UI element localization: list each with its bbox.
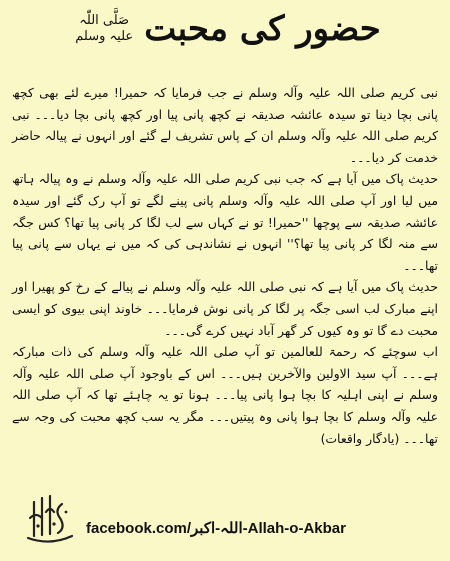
salutation-line-2: علیہ وسلم bbox=[75, 29, 134, 44]
paragraph-3: حدیث پاک میں آیا ہے کہ نبی صلی اللہ علیہ وآلہ وسلم نے پیالے کے رخ کو پھیرا اور اپنے مبارک لب اسی جگہ پر لگا کر پانی نوش فرمایا۔۔۔ خاوند اپنی بیوی کو ایسی محبت دے گا تو وہ کیوں کر گھر آباد نہیں کرے گی۔۔۔ bbox=[12, 279, 438, 338]
title-salutation bbox=[75, 13, 133, 45]
allah-calligraphy-svg bbox=[20, 488, 80, 548]
facebook-page-url[interactable]: facebook.com/اللہ-اکبر-Allah-o-Akbar bbox=[86, 520, 346, 537]
paragraph-1: نبی کریم صلی اللہ علیہ وآلہ وسلم نے جب فرمایا کہ حمیرا! میرے لئے بھی کچھ پانی بچا دینا تو سیدہ عائشہ صدیقہ نے کچھ پانی پیا اور کچھ پانی بچا دیا۔۔۔ نبی کریم صلی اللہ علیہ وآلہ وسلم ان کے پاس تشریف لے گئے اور انہوں نے پیالہ حاضر خدمت کر دیا۔۔۔ bbox=[12, 85, 438, 165]
article-body bbox=[12, 82, 438, 472]
title-main: حضور کی محبت bbox=[144, 9, 381, 49]
allah-calligraphy-icon bbox=[20, 488, 80, 548]
paragraph-2: حدیث پاک میں آیا ہے کہ جب نبی کریم صلی اللہ علیہ وآلہ وسلم نے وہ پیالہ ہاتھ میں لیا اور آپ صلی اللہ علیہ وآلہ وسلم پانی پینے لگے تو آپ رک گئے اور سیدہ عائشہ صدیقہ سے پوچھا ''حمیرا! تو نے کہاں سے لب لگا کر پانی پیا تھا؟ کس جگہ سے منہ لگا کر پانی پیا تھا؟'' انہوں نے نشاندہی کی کہ میں نے یہاں سے پانی پیا تھا۔۔۔ bbox=[12, 171, 438, 273]
salutation-line-1: صَلَّی اللّٰہ bbox=[79, 13, 130, 28]
paragraph-4: اب سوچئے کہ رحمۃ للعالمین تو آپ صلی اللہ علیہ وآلہ وسلم کی ذات مبارکہ ہے۔۔۔ آپ سید الاولین والآخرین ہیں۔۔۔ اس کے باوجود آپ صلی اللہ علیہ وآلہ وسلم نے اپنی اہلیہ کا بچا ہوا پانی پیا۔۔۔ ہونا تو یہ چاہئے تھا کہ آپ صلی اللہ علیہ وآلہ وسلم کا بچا ہوا پانی وہ پیتیں۔۔۔ مگر یہ سب کچھ محبت کی وجہ سے تھا۔۔۔ (یادگار واقعات) bbox=[12, 344, 438, 446]
page-title bbox=[0, 4, 450, 64]
